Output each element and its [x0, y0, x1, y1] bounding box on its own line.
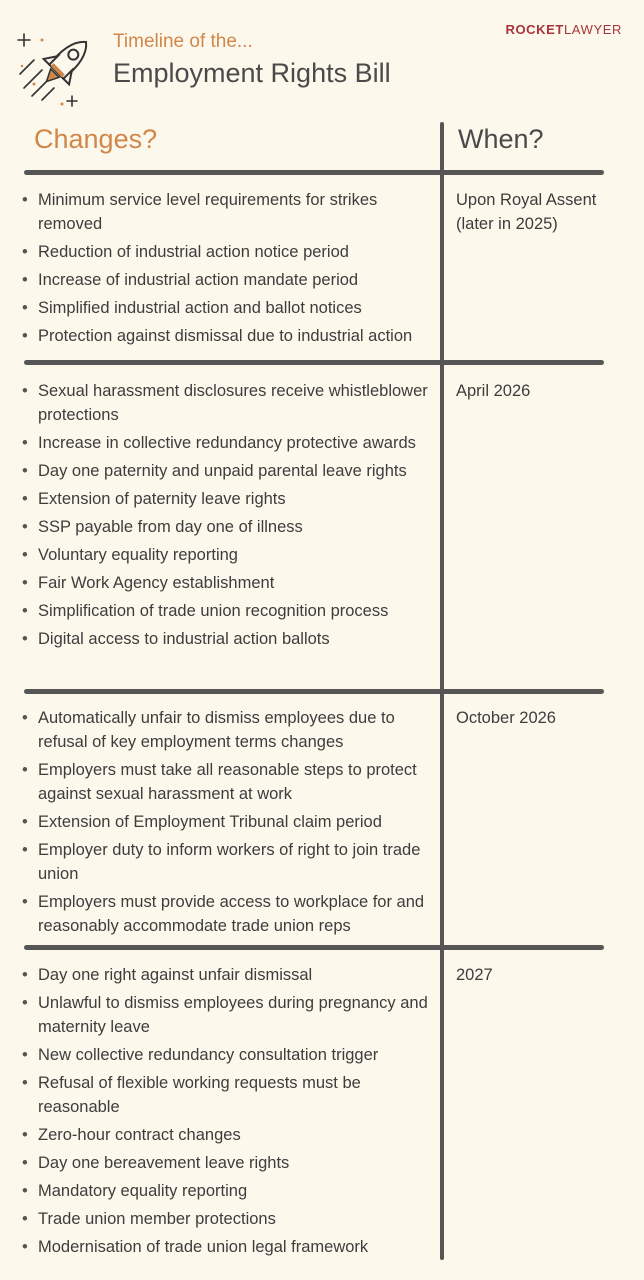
list-item: • Extension of paternity leave rights: [20, 487, 436, 511]
list-item: • Day one paternity and unpaid parental leave rights: [20, 459, 436, 483]
section-divider: [24, 360, 604, 365]
changes-column-header: Changes?: [34, 124, 158, 154]
list-item: • SSP payable from day one of illness: [20, 515, 436, 539]
list-item: • Simplification of trade union recognition process: [20, 599, 436, 623]
list-item: • New collective redundancy consultation trigger: [20, 1043, 436, 1067]
list-item: • Protection against dismissal due to industrial action: [20, 324, 436, 348]
list-item: • Extension of Employment Tribunal claim period: [20, 810, 436, 834]
list-item: • Day one right against unfair dismissal: [20, 963, 436, 987]
list-item: • Modernisation of trade union legal framework: [20, 1235, 436, 1259]
brand-logo: [505, 22, 622, 37]
list-item: • Reduction of industrial action notice period: [20, 240, 436, 264]
when-label: Upon Royal Assent (later in 2025): [456, 191, 597, 233]
changes-list: [20, 963, 436, 1263]
list-item: • Sexual harassment disclosures receive whistleblower protections: [20, 379, 436, 427]
list-item: • Refusal of flexible working requests must be reasonable: [20, 1071, 436, 1119]
list-item: • Fair Work Agency establishment: [20, 571, 436, 595]
list-item: • Employers must provide access to workplace for and reasonably accommodate trade union reps: [20, 890, 436, 938]
list-item: • Digital access to industrial action ballots: [20, 627, 436, 651]
page-subtitle: Timeline of the...: [113, 31, 253, 52]
list-item: • Employer duty to inform workers of right to join trade union: [20, 838, 436, 886]
brand-bold: ROCKET: [505, 22, 564, 37]
list-item: • Day one bereavement leave rights: [20, 1151, 436, 1175]
brand-light: LAWYER: [563, 22, 622, 37]
when-label: April 2026: [456, 382, 531, 400]
list-item: • Simplified industrial action and ballot notices: [20, 296, 436, 320]
list-item: • Voluntary equality reporting: [20, 543, 436, 567]
list-item: • Increase of industrial action mandate period: [20, 268, 436, 292]
changes-list: [20, 706, 436, 942]
changes-list: [20, 188, 436, 352]
rocket-icon: [14, 26, 100, 112]
list-item: • Automatically unfair to dismiss employees due to refusal of key employment terms changes: [20, 706, 436, 754]
when-label: 2027: [456, 966, 493, 984]
list-item: • Zero-hour contract changes: [20, 1123, 436, 1147]
page-title: Employment Rights Bill: [113, 58, 391, 88]
when-column-header: When?: [458, 124, 544, 154]
section-divider: [24, 170, 604, 175]
list-item: • Increase in collective redundancy protective awards: [20, 431, 436, 455]
changes-list: [20, 379, 436, 655]
list-item: • Trade union member protections: [20, 1207, 436, 1231]
list-item: • Mandatory equality reporting: [20, 1179, 436, 1203]
when-label: October 2026: [456, 709, 556, 727]
list-item: • Minimum service level requirements for strikes removed: [20, 188, 436, 236]
section-divider: [24, 689, 604, 694]
list-item: • Employers must take all reasonable steps to protect against sexual harassment at work: [20, 758, 436, 806]
list-item: • Unlawful to dismiss employees during pregnancy and maternity leave: [20, 991, 436, 1039]
section-divider: [24, 945, 604, 950]
